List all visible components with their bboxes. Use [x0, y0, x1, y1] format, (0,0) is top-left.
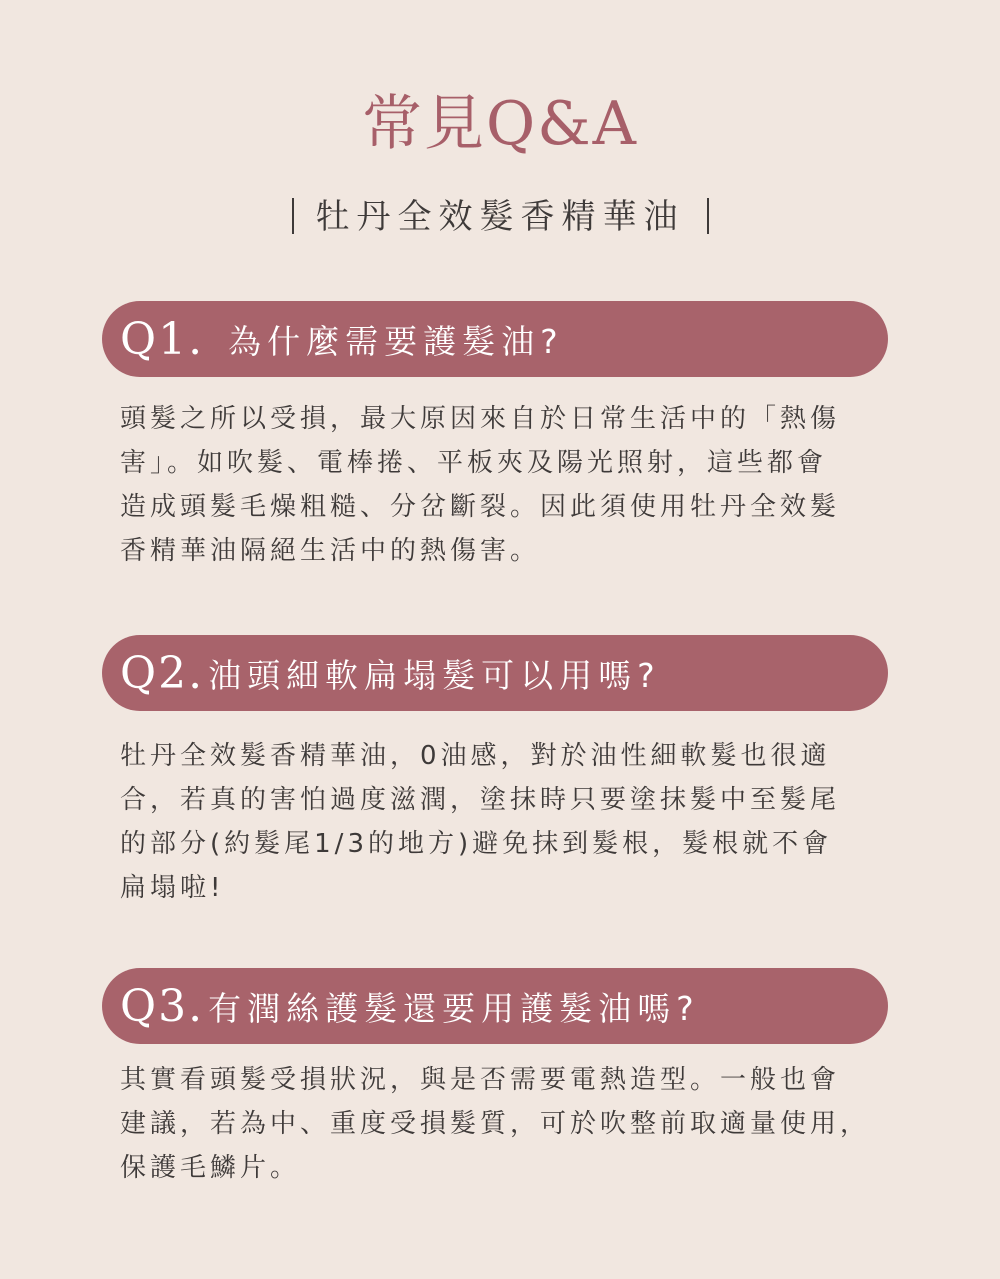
question-number: Q1.: [120, 313, 205, 365]
right-divider: [707, 198, 709, 234]
answer-line: 扁塌啦!: [120, 873, 225, 903]
answer-line: 造成頭髮毛燥粗糙、分岔斷裂。因此須使用牡丹全效髮: [120, 492, 841, 522]
product-name: 牡丹全效髮香精華油: [315, 197, 685, 237]
question-text: 為什麼需要護髮油?: [228, 321, 564, 361]
answer-line: 的部分(約髮尾1/3的地方)避免抹到髮根，髮根就不會: [120, 829, 833, 859]
question-text: 有潤絲護髮還要用護髮油嗎?: [208, 988, 700, 1028]
question-banner-3: [102, 968, 888, 1044]
question-banner-1: [102, 301, 888, 377]
question-number: Q3.: [120, 980, 205, 1032]
answer-2: [120, 734, 880, 910]
product-subtitle: [0, 192, 1000, 242]
answer-line: 保護毛鱗片。: [120, 1153, 301, 1183]
question-text: 油頭細軟扁塌髮可以用嗎?: [208, 655, 661, 695]
answer-line: 頭髮之所以受損，最大原因來自於日常生活中的「熱傷: [120, 404, 841, 434]
answer-line: 害」。如吹髮、電棒捲、平板夾及陽光照射，這些都會: [120, 448, 828, 478]
answer-line: 香精華油隔絕生活中的熱傷害。: [120, 536, 541, 566]
answer-line: 建議，若為中、重度受損髮質，可於吹整前取適量使用，: [120, 1109, 871, 1139]
left-divider: [292, 198, 294, 234]
answer-line: 合，若真的害怕過度滋潤，塗抹時只要塗抹髮中至髮尾: [120, 785, 841, 815]
question-number: Q2.: [120, 647, 205, 699]
answer-1: [120, 397, 880, 573]
answer-line: 其實看頭髮受損狀況，與是否需要電熱造型。一般也會: [120, 1065, 841, 1095]
page-title: 常見Q&A: [362, 89, 638, 159]
answer-3: [120, 1058, 880, 1190]
answer-line: 牡丹全效髮香精華油，0油感，對於油性細軟髮也很適: [120, 741, 831, 771]
question-banner-2: [102, 635, 888, 711]
